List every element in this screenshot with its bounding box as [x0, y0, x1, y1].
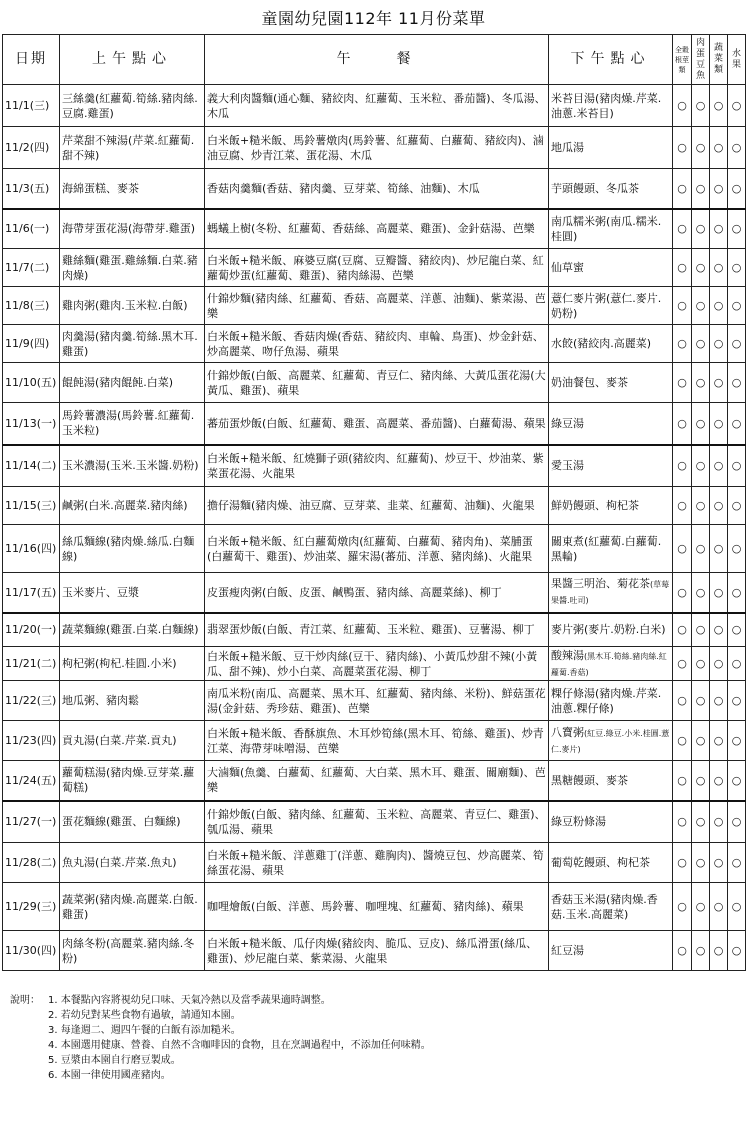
tick-protein: ○	[692, 85, 710, 127]
pm-snack-text: 米苔目湯(豬肉燥.芹菜.油蔥.米苔目)	[551, 91, 662, 120]
table-row	[3, 681, 746, 721]
pm-snack-text: 酸辣湯	[551, 648, 584, 662]
pm-snack-text: 紅豆湯	[551, 944, 584, 957]
tick-fruit: ○	[728, 403, 746, 445]
tick-grains: ○	[673, 325, 692, 363]
tick-fruit: ○	[728, 843, 746, 883]
tick-veg: ○	[710, 403, 728, 445]
lunch-cell: 白米飯+糙米飯、豆干炒肉絲(豆干、豬肉絲)、小黃瓜炒甜不辣(小黃瓜、甜不辣)、炒小白菜、高麗菜蛋花湯、柳丁	[205, 647, 549, 681]
date-cell: 11/7(二)	[3, 249, 60, 287]
pm-snack-text: 麥片粥(麥片.奶粉.白米)	[551, 623, 666, 637]
tick-grains: ○	[673, 801, 692, 843]
date-cell: 11/21(二)	[3, 647, 60, 681]
pm-snack-text: 八寶粥	[551, 725, 584, 739]
am-snack-cell: 絲瓜麵線(豬肉燥.絲瓜.白麵線)	[60, 525, 205, 573]
tick-fruit: ○	[728, 445, 746, 487]
lunch-cell: 翡翠蛋炒飯(白飯、青江菜、紅蘿蔔、玉米粒、雞蛋)、豆薯湯、柳丁	[205, 613, 549, 647]
note-item: 6. 本園一律使用國產豬肉。	[48, 1070, 171, 1081]
tick-veg: ○	[710, 445, 728, 487]
date-cell: 11/24(五)	[3, 761, 60, 801]
date-cell: 11/13(一)	[3, 403, 60, 445]
tick-grains: ○	[673, 761, 692, 801]
tick-grains: ○	[673, 647, 692, 681]
tick-veg: ○	[710, 573, 728, 613]
pm-snack-cell	[549, 573, 673, 613]
pm-snack-text: 關東煮(紅蘿蔔.白蘿蔔.黑輪)	[551, 534, 662, 563]
lunch-cell: 大滷麵(魚羹、白蘿蔔、紅蘿蔔、大白菜、黑木耳、雞蛋、關廟麵)、芭樂	[205, 761, 549, 801]
lunch-cell: 皮蛋瘦肉粥(白飯、皮蛋、鹹鴨蛋、豬肉絲、高麗菜絲)、柳丁	[205, 573, 549, 613]
lunch-cell: 白米飯+糙米飯、紅燒獅子頭(豬絞肉、紅蘿蔔)、炒豆干、炒油菜、紫菜蛋花湯、火龍果	[205, 445, 549, 487]
am-snack-cell: 蘿蔔糕湯(豬肉燥.豆芽菜.蘿蔔糕)	[60, 761, 205, 801]
tick-veg: ○	[710, 761, 728, 801]
lunch-cell: 白米飯+糙米飯、麻婆豆腐(豆腐、豆瓣醬、豬絞肉)、炒尼龍白菜、紅蘿蔔炒蛋(紅蘿蔔、雞蛋)、豬肉絲湯、芭樂	[205, 249, 549, 287]
date-cell: 11/6(一)	[3, 209, 60, 249]
table-row	[3, 647, 746, 681]
tick-grains: ○	[673, 573, 692, 613]
tick-veg: ○	[710, 681, 728, 721]
table-row	[3, 249, 746, 287]
note-item: 4. 本園選用健康、營養、自然不含咖啡因的食物，且在烹調過程中，不添加任何味精。	[48, 1040, 431, 1051]
pm-snack-text: 水餃(豬絞肉.高麗菜)	[551, 337, 652, 350]
header-pm-snack: 下午點心	[549, 35, 673, 85]
lunch-cell: 白米飯+糙米飯、香酥旗魚、木耳炒筍絲(黑木耳、筍絲、雞蛋)、炒青江菜、海帶芽味噌湯、芭樂	[205, 721, 549, 761]
lunch-cell: 螞蟻上樹(冬粉、紅蘿蔔、香菇絲、高麗菜、雞蛋)、金針菇湯、芭樂	[205, 209, 549, 249]
notes	[10, 993, 431, 1083]
tick-protein: ○	[692, 249, 710, 287]
tick-grains: ○	[673, 287, 692, 325]
tick-grains: ○	[673, 843, 692, 883]
tick-veg: ○	[710, 843, 728, 883]
tick-fruit: ○	[728, 883, 746, 931]
table-row	[3, 85, 746, 127]
tick-fruit: ○	[728, 487, 746, 525]
page-title: 童園幼兒園112年 11月份菜單	[261, 9, 486, 28]
pm-snack-cell	[549, 525, 673, 573]
header-grains: 全穀根莖類	[673, 35, 692, 85]
date-cell: 11/27(一)	[3, 801, 60, 843]
tick-veg: ○	[710, 325, 728, 363]
tick-protein: ○	[692, 169, 710, 209]
tick-protein: ○	[692, 445, 710, 487]
pm-snack-cell	[549, 487, 673, 525]
tick-protein: ○	[692, 721, 710, 761]
pm-snack-text: 綠豆粉條湯	[551, 815, 606, 829]
am-snack-cell: 鹹粥(白米.高麗菜.豬肉絲)	[60, 487, 205, 525]
am-snack-cell: 雞肉粥(雞肉.玉米粒.白飯)	[60, 287, 205, 325]
tick-grains: ○	[673, 249, 692, 287]
table-row	[3, 169, 746, 209]
tick-veg: ○	[710, 169, 728, 209]
am-snack-cell: 馬鈴薯濃湯(馬鈴薯.紅蘿蔔.玉米粒)	[60, 403, 205, 445]
am-snack-cell: 地瓜粥、豬肉鬆	[60, 681, 205, 721]
pm-snack-note: (黑木耳.筍絲.豬肉絲.紅蘿蔔.香菇)	[551, 651, 667, 677]
tick-veg: ○	[710, 721, 728, 761]
date-cell: 11/14(二)	[3, 445, 60, 487]
tick-protein: ○	[692, 287, 710, 325]
tick-fruit: ○	[728, 761, 746, 801]
date-cell: 11/22(三)	[3, 681, 60, 721]
tick-grains: ○	[673, 525, 692, 573]
date-cell: 11/2(四)	[3, 127, 60, 169]
table-row	[3, 209, 746, 249]
tick-grains: ○	[673, 209, 692, 249]
am-snack-cell: 雞絲麵(雞蛋.雞絲麵.白菜.豬肉燥)	[60, 249, 205, 287]
tick-veg: ○	[710, 363, 728, 403]
tick-protein: ○	[692, 613, 710, 647]
pm-snack-cell	[549, 209, 673, 249]
date-cell: 11/20(一)	[3, 613, 60, 647]
header-row	[3, 35, 746, 85]
tick-veg: ○	[710, 209, 728, 249]
am-snack-cell: 魚丸湯(白菜.芹菜.魚丸)	[60, 843, 205, 883]
tick-fruit: ○	[728, 325, 746, 363]
note-item: 2. 若幼兒對某些食物有過敏，請通知本園。	[48, 1010, 241, 1021]
header-fruit: 水果	[728, 35, 746, 85]
menu-body	[3, 85, 746, 971]
lunch-cell: 什錦炒麵(豬肉絲、紅蘿蔔、香菇、高麗菜、洋蔥、油麵)、紫菜湯、芭樂	[205, 287, 549, 325]
tick-veg: ○	[710, 883, 728, 931]
tick-protein: ○	[692, 209, 710, 249]
table-row	[3, 127, 746, 169]
pm-snack-cell	[549, 85, 673, 127]
table-row	[3, 761, 746, 801]
tick-fruit: ○	[728, 801, 746, 843]
tick-protein: ○	[692, 931, 710, 971]
date-cell: 11/10(五)	[3, 363, 60, 403]
table-row	[3, 445, 746, 487]
tick-protein: ○	[692, 487, 710, 525]
tick-protein: ○	[692, 127, 710, 169]
tick-fruit: ○	[728, 721, 746, 761]
tick-grains: ○	[673, 403, 692, 445]
note-item: 3. 每逢週二、週四午餐的白飯有添加糙米。	[48, 1025, 241, 1036]
lunch-cell: 什錦炒飯(白飯、豬肉絲、紅蘿蔔、玉米粒、高麗菜、青豆仁、雞蛋)、瓠瓜湯、蘋果	[205, 801, 549, 843]
table-row	[3, 487, 746, 525]
pm-snack-text: 仙草蜜	[551, 261, 584, 274]
lunch-cell: 什錦炒飯(白飯、高麗菜、紅蘿蔔、青豆仁、豬肉絲、大黃瓜蛋花湯(大黃瓜、雞蛋)、蘋果	[205, 363, 549, 403]
header-veg: 蔬菜類	[710, 35, 728, 85]
lunch-cell: 義大利肉醬麵(通心麵、豬絞肉、紅蘿蔔、玉米粒、番茄醬)、冬瓜湯、木瓜	[205, 85, 549, 127]
pm-snack-text: 鮮奶饅頭、枸杞茶	[551, 499, 639, 512]
date-cell: 11/16(四)	[3, 525, 60, 573]
tick-veg: ○	[710, 647, 728, 681]
date-cell: 11/15(三)	[3, 487, 60, 525]
am-snack-cell: 肉羹湯(豬肉羹.筍絲.黑木耳.雞蛋)	[60, 325, 205, 363]
tick-fruit: ○	[728, 209, 746, 249]
pm-snack-text: 葡萄乾饅頭、枸杞茶	[551, 856, 650, 869]
tick-veg: ○	[710, 525, 728, 573]
tick-fruit: ○	[728, 287, 746, 325]
table-row	[3, 525, 746, 573]
tick-protein: ○	[692, 403, 710, 445]
tick-protein: ○	[692, 801, 710, 843]
tick-veg: ○	[710, 85, 728, 127]
tick-protein: ○	[692, 681, 710, 721]
am-snack-cell: 貢丸湯(白菜.芹菜.貢丸)	[60, 721, 205, 761]
pm-snack-cell	[549, 883, 673, 931]
am-snack-cell: 餛飩湯(豬肉餛飩.白菜)	[60, 363, 205, 403]
lunch-cell: 白米飯+糙米飯、紅白蘿蔔燉肉(紅蘿蔔、白蘿蔔、豬肉角)、菜脯蛋(白蘿蔔干、雞蛋)、炒油菜、羅宋湯(蕃茄、洋蔥、豬肉絲)、火龍果	[205, 525, 549, 573]
pm-snack-cell	[549, 169, 673, 209]
tick-fruit: ○	[728, 525, 746, 573]
lunch-cell: 蕃茄蛋炒飯(白飯、紅蘿蔔、雞蛋、高麗菜、番茄醬)、白蘿蔔湯、蘋果	[205, 403, 549, 445]
lunch-cell: 白米飯+糙米飯、瓜仔肉燥(豬絞肉、脆瓜、豆皮)、絲瓜滑蛋(絲瓜、雞蛋)、炒尼龍白菜、紫菜湯、火龍果	[205, 931, 549, 971]
header-lunch: 午 餐	[205, 35, 549, 85]
date-cell: 11/1(三)	[3, 85, 60, 127]
date-cell: 11/8(三)	[3, 287, 60, 325]
pm-snack-text: 愛玉湯	[551, 459, 584, 473]
date-cell: 11/30(四)	[3, 931, 60, 971]
pm-snack-text: 粿仔條湯(豬肉燥.芹菜.油蔥.粿仔條)	[551, 686, 662, 715]
note-item: 1. 本餐點內容將視幼兒口味、天氣冷熱以及當季蔬果適時調整。	[48, 995, 331, 1006]
pm-snack-text: 香菇玉米湯(豬肉燥.香菇.玉米.高麗菜)	[551, 892, 658, 921]
tick-grains: ○	[673, 445, 692, 487]
tick-grains: ○	[673, 363, 692, 403]
tick-fruit: ○	[728, 573, 746, 613]
tick-veg: ○	[710, 931, 728, 971]
tick-protein: ○	[692, 647, 710, 681]
pm-snack-text: 黑糖饅頭、麥茶	[551, 773, 628, 787]
date-cell: 11/28(二)	[3, 843, 60, 883]
tick-veg: ○	[710, 801, 728, 843]
lunch-cell: 香菇肉羹麵(香菇、豬肉羹、豆芽菜、筍絲、油麵)、木瓜	[205, 169, 549, 209]
lunch-cell: 白米飯+糙米飯、香菇肉燥(香菇、豬絞肉、車輪、鳥蛋)、炒金針菇、炒高麗菜、吻仔魚湯、蘋果	[205, 325, 549, 363]
am-snack-cell: 三絲羹(紅蘿蔔.筍絲.豬肉絲.豆腐.雞蛋)	[60, 85, 205, 127]
lunch-cell: 白米飯+糙米飯、馬鈴薯燉肉(馬鈴薯、紅蘿蔔、白蘿蔔、豬絞肉)、滷油豆腐、炒青江菜、蛋花湯、木瓜	[205, 127, 549, 169]
pm-snack-cell	[549, 287, 673, 325]
pm-snack-cell	[549, 325, 673, 363]
pm-snack-cell	[549, 363, 673, 403]
pm-snack-note: (紅豆.綠豆.小米.桂圓.薏仁.麥片)	[551, 728, 670, 754]
date-cell: 11/17(五)	[3, 573, 60, 613]
pm-snack-cell	[549, 403, 673, 445]
tick-veg: ○	[710, 613, 728, 647]
pm-snack-text: 果醬三明治、菊花茶	[551, 577, 650, 591]
pm-snack-text: 芋頭饅頭、冬瓜茶	[551, 181, 639, 195]
pm-snack-text: 薏仁麥片粥(薏仁.麥片.奶粉)	[551, 291, 662, 320]
pm-snack-text: 南瓜糯米粥(南瓜.糯米.桂圓)	[551, 214, 662, 243]
pm-snack-note: (草莓果醬.吐司)	[551, 580, 670, 606]
am-snack-cell: 海綿蛋糕、麥茶	[60, 169, 205, 209]
am-snack-cell: 肉絲冬粉(高麗菜.豬肉絲.冬粉)	[60, 931, 205, 971]
pm-snack-cell	[549, 249, 673, 287]
tick-grains: ○	[673, 883, 692, 931]
tick-grains: ○	[673, 169, 692, 209]
menu-table	[2, 34, 746, 971]
pm-snack-cell	[549, 681, 673, 721]
tick-grains: ○	[673, 931, 692, 971]
table-row	[3, 287, 746, 325]
header-date: 日期	[3, 35, 60, 85]
date-cell: 11/3(五)	[3, 169, 60, 209]
tick-fruit: ○	[728, 127, 746, 169]
pm-snack-cell	[549, 127, 673, 169]
am-snack-cell: 芹菜甜不辣湯(芹菜.紅蘿蔔.甜不辣)	[60, 127, 205, 169]
pm-snack-cell	[549, 843, 673, 883]
table-row	[3, 843, 746, 883]
tick-fruit: ○	[728, 363, 746, 403]
header-protein: 肉蛋豆魚	[692, 35, 710, 85]
pm-snack-text: 綠豆湯	[551, 416, 584, 430]
pm-snack-cell	[549, 445, 673, 487]
table-row	[3, 363, 746, 403]
tick-veg: ○	[710, 487, 728, 525]
am-snack-cell: 蛋花麵線(雞蛋、白麵線)	[60, 801, 205, 843]
notes-lead: 說明：	[10, 995, 40, 1006]
tick-protein: ○	[692, 363, 710, 403]
tick-grains: ○	[673, 681, 692, 721]
pm-snack-cell	[549, 721, 673, 761]
table-row	[3, 613, 746, 647]
pm-snack-text: 奶油餐包、麥茶	[551, 376, 628, 389]
lunch-cell: 白米飯+糙米飯、洋蔥雞丁(洋蔥、雞胸肉)、醬燒豆包、炒高麗菜、筍絲蛋花湯、蘋果	[205, 843, 549, 883]
tick-protein: ○	[692, 525, 710, 573]
table-row	[3, 721, 746, 761]
tick-protein: ○	[692, 573, 710, 613]
tick-grains: ○	[673, 613, 692, 647]
tick-protein: ○	[692, 761, 710, 801]
am-snack-cell: 玉米濃湯(玉米.玉米醬.奶粉)	[60, 445, 205, 487]
tick-protein: ○	[692, 843, 710, 883]
table-row	[3, 403, 746, 445]
pm-snack-cell	[549, 613, 673, 647]
lunch-cell: 咖哩燴飯(白飯、洋蔥、馬鈴薯、咖哩塊、紅蘿蔔、豬肉絲)、蘋果	[205, 883, 549, 931]
tick-fruit: ○	[728, 647, 746, 681]
lunch-cell: 南瓜米粉(南瓜、高麗菜、黑木耳、紅蘿蔔、豬肉絲、米粉)、鮮菇蛋花湯(金針菇、秀珍菇、雞蛋)、芭樂	[205, 681, 549, 721]
am-snack-cell: 玉米麥片、豆漿	[60, 573, 205, 613]
tick-grains: ○	[673, 487, 692, 525]
date-cell: 11/29(三)	[3, 883, 60, 931]
header-am-snack: 上午點心	[60, 35, 205, 85]
table-row	[3, 931, 746, 971]
date-cell: 11/23(四)	[3, 721, 60, 761]
tick-fruit: ○	[728, 169, 746, 209]
note-item: 5. 豆漿由本園自行磨豆製成。	[48, 1055, 181, 1066]
tick-fruit: ○	[728, 85, 746, 127]
pm-snack-cell	[549, 931, 673, 971]
tick-grains: ○	[673, 127, 692, 169]
table-row	[3, 801, 746, 843]
tick-protein: ○	[692, 883, 710, 931]
pm-snack-text: 地瓜湯	[551, 141, 584, 154]
tick-veg: ○	[710, 287, 728, 325]
tick-fruit: ○	[728, 931, 746, 971]
tick-veg: ○	[710, 127, 728, 169]
date-cell: 11/9(四)	[3, 325, 60, 363]
tick-grains: ○	[673, 721, 692, 761]
tick-protein: ○	[692, 325, 710, 363]
tick-veg: ○	[710, 249, 728, 287]
tick-fruit: ○	[728, 681, 746, 721]
pm-snack-cell	[549, 761, 673, 801]
pm-snack-cell	[549, 647, 673, 681]
table-row	[3, 573, 746, 613]
am-snack-cell: 海帶芽蛋花湯(海帶芽.雞蛋)	[60, 209, 205, 249]
am-snack-cell: 蔬菜麵線(雞蛋.白菜.白麵線)	[60, 613, 205, 647]
tick-fruit: ○	[728, 613, 746, 647]
am-snack-cell: 枸杞粥(枸杞.桂圓.小米)	[60, 647, 205, 681]
lunch-cell: 擔仔湯麵(豬肉燥、油豆腐、豆芽菜、韭菜、紅蘿蔔、油麵)、火龍果	[205, 487, 549, 525]
table-row	[3, 325, 746, 363]
tick-grains: ○	[673, 85, 692, 127]
tick-fruit: ○	[728, 249, 746, 287]
am-snack-cell: 蔬菜粥(豬肉燥.高麗菜.白飯.雞蛋)	[60, 883, 205, 931]
table-row	[3, 883, 746, 931]
pm-snack-cell	[549, 801, 673, 843]
